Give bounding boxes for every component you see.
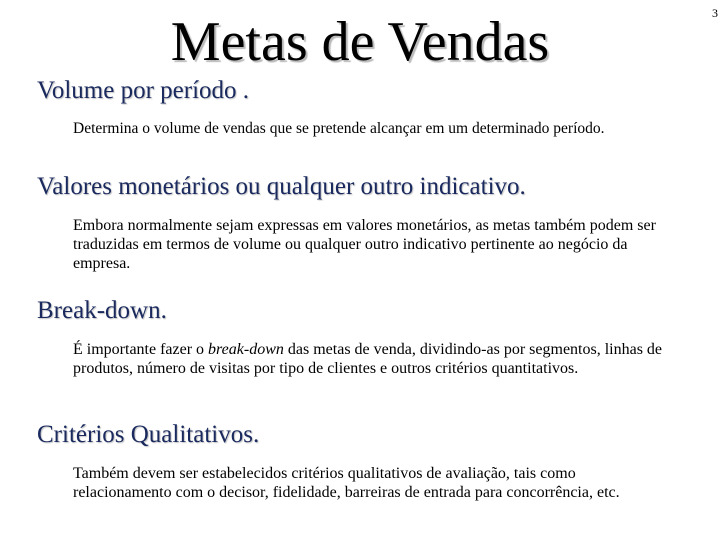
breakdown-text-after: das metas de venda, dividindo-as por segmentos, linhas de produtos, número de visitas por tipo de clientes e outros critérios quantitativos. <box>73 341 663 377</box>
section-text-breakdown <box>73 340 673 378</box>
section-heading-valores: Valores monetários ou qualquer outro indicativo. <box>37 173 526 200</box>
slide-title: Metas de Vendas <box>170 11 550 73</box>
section-text-qualitativos: Também devem ser estabelecidos critérios qualitativos de avaliação, tais como relacionamento com o decisor, fidelidade, barreiras de entrada para concorrência, etc. <box>73 465 620 501</box>
section-text-valores: Embora normalmente sejam expressas em valores monetários, as metas também podem ser traduzidas em termos de volume ou qualquer outro indicativo pertinente ao negócio da empresa. <box>73 217 656 272</box>
section-heading-qualitativos: Critérios Qualitativos. <box>37 421 260 448</box>
section-heading-breakdown: Break-down. <box>37 297 167 324</box>
breakdown-text-before: É importante fazer o <box>73 341 209 358</box>
breakdown-term: break-down <box>208 341 284 358</box>
section-heading-volume: Volume por período . <box>37 77 250 104</box>
section-text-volume: Determina o volume de vendas que se pretende alcançar em um determinado período. <box>73 120 605 137</box>
page-number: 3 <box>712 6 718 20</box>
